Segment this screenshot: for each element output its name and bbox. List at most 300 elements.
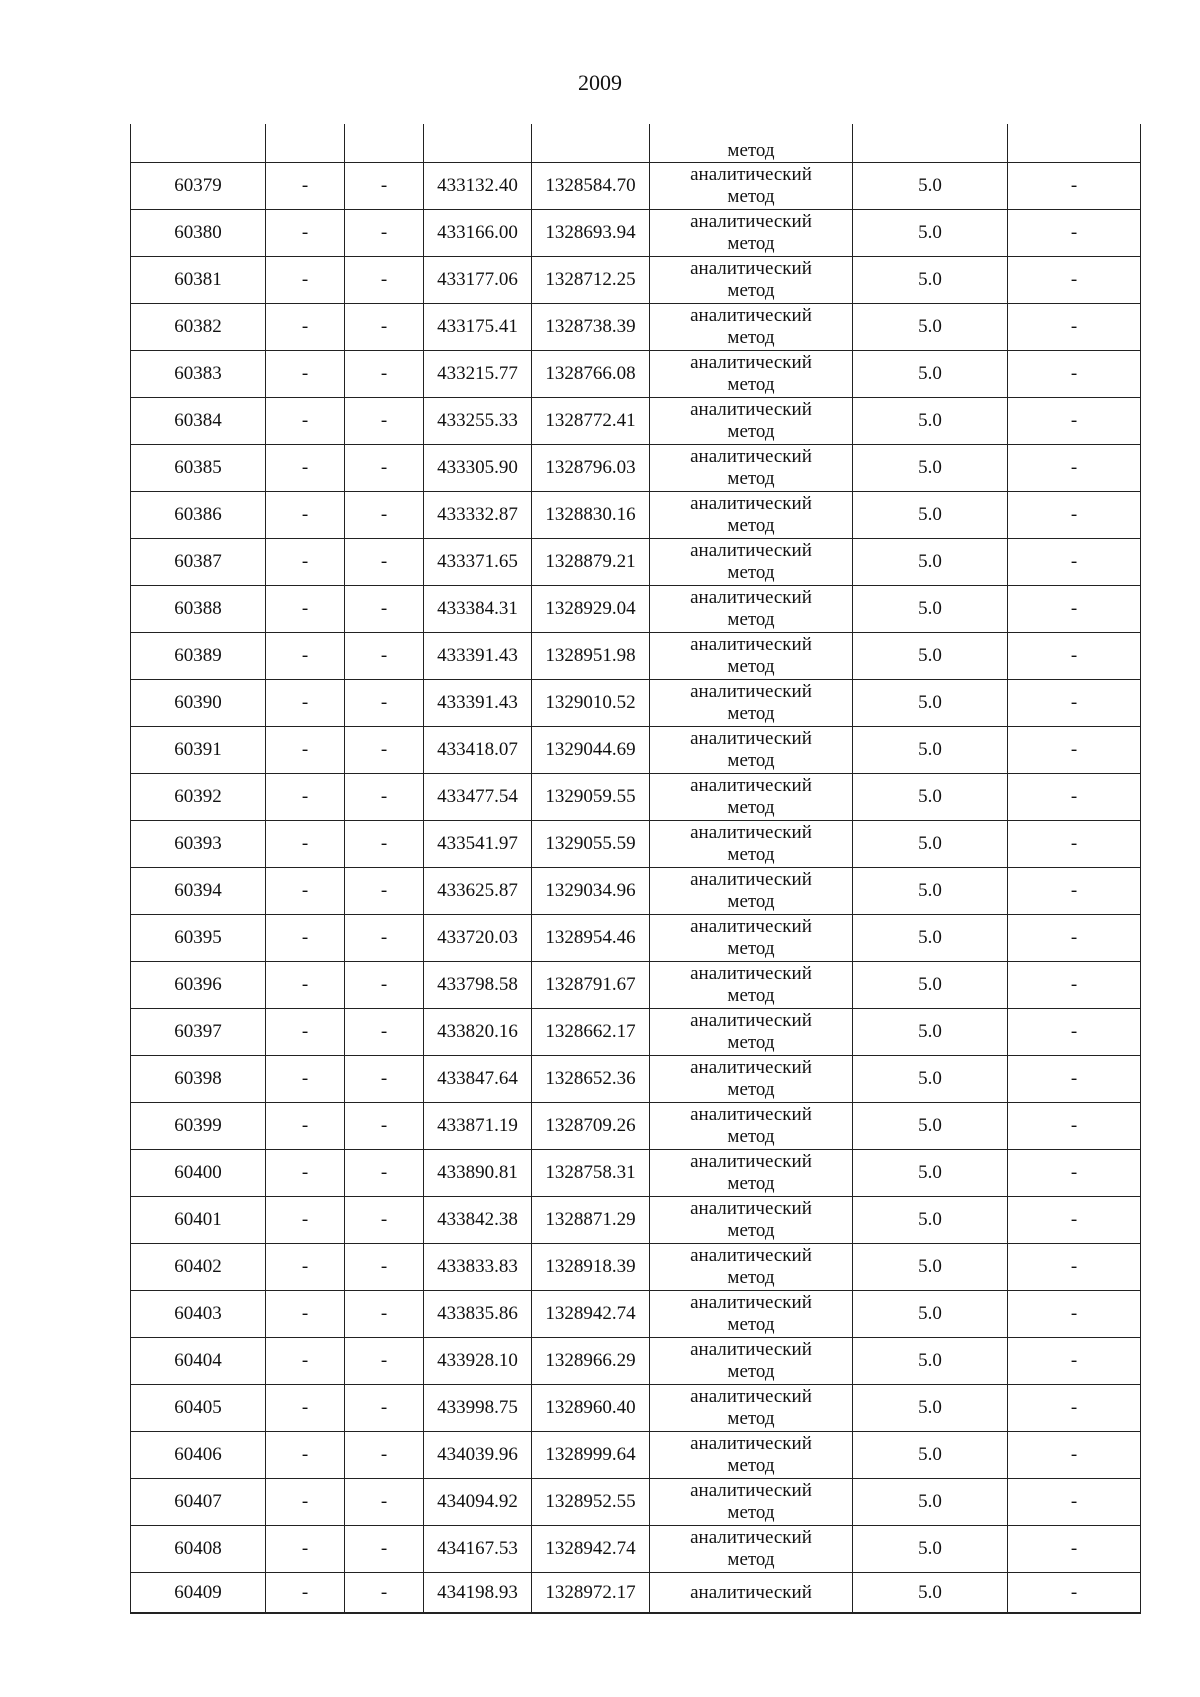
cell-y: 1328662.17 — [532, 1009, 650, 1056]
cell-method — [650, 1197, 853, 1244]
method-line-2: метод — [727, 844, 775, 865]
cell-method — [650, 1150, 853, 1197]
cell-note: - — [1008, 1009, 1141, 1056]
cell-y: 1328738.39 — [532, 304, 650, 351]
cell-note: - — [1008, 633, 1141, 680]
cell-accuracy: 5.0 — [853, 257, 1008, 304]
method-line-2: метод — [727, 562, 775, 583]
method-line-1: аналитический — [690, 1386, 812, 1407]
cell-accuracy: 5.0 — [853, 492, 1008, 539]
method-line-1: аналитический — [690, 352, 812, 373]
cell-accuracy: 5.0 — [853, 1479, 1008, 1526]
cell-col2: - — [266, 445, 345, 492]
cell-note: - — [1008, 304, 1141, 351]
cell-method — [650, 821, 853, 868]
table-row — [131, 210, 1141, 257]
cell-point-id: 60404 — [131, 1338, 266, 1385]
cell-accuracy: 5.0 — [853, 1244, 1008, 1291]
cell-note: - — [1008, 586, 1141, 633]
cell-point-id: 60386 — [131, 492, 266, 539]
cell-accuracy: 5.0 — [853, 868, 1008, 915]
method-line-2: метод — [727, 891, 775, 912]
cell-col2: - — [266, 1291, 345, 1338]
cell-accuracy: 5.0 — [853, 1291, 1008, 1338]
cell-method — [650, 351, 853, 398]
cell-col2: - — [266, 586, 345, 633]
method-line-2: метод — [727, 609, 775, 630]
cell-col3: - — [345, 1103, 424, 1150]
cell-point-id: 60403 — [131, 1291, 266, 1338]
cell-col2: - — [266, 633, 345, 680]
table-row — [131, 539, 1141, 586]
cell-y: 1328584.70 — [532, 163, 650, 210]
table-row — [131, 680, 1141, 727]
cell-note: - — [1008, 1291, 1141, 1338]
cell-col3: - — [345, 1150, 424, 1197]
cell-col3: - — [345, 398, 424, 445]
cell-y: 1328879.21 — [532, 539, 650, 586]
method-line-1: аналитический — [690, 1010, 812, 1031]
cell-y: 1328929.04 — [532, 586, 650, 633]
cell-note: - — [1008, 1526, 1141, 1573]
cell-method — [650, 915, 853, 962]
cell-accuracy: 5.0 — [853, 304, 1008, 351]
table-row — [131, 821, 1141, 868]
cell-x: 433541.97 — [424, 821, 532, 868]
cell-point-id: 60394 — [131, 868, 266, 915]
cell-method — [650, 492, 853, 539]
cell-y: 1328942.74 — [532, 1526, 650, 1573]
cell-accuracy: 5.0 — [853, 1103, 1008, 1150]
cell-y: 1328999.64 — [532, 1432, 650, 1479]
cell-y: 1328796.03 — [532, 445, 650, 492]
cell-note: - — [1008, 821, 1141, 868]
cell-accuracy: 5.0 — [853, 539, 1008, 586]
cell-point-id: 60382 — [131, 304, 266, 351]
cell-note: - — [1008, 398, 1141, 445]
table-row — [131, 1291, 1141, 1338]
cell-point-id: 60397 — [131, 1009, 266, 1056]
cell-x: 433625.87 — [424, 868, 532, 915]
cell-point-id: 60380 — [131, 210, 266, 257]
cell-x: 433371.65 — [424, 539, 532, 586]
cell-x: 433847.64 — [424, 1056, 532, 1103]
cell-x: 433820.16 — [424, 1009, 532, 1056]
cell-x: 433384.31 — [424, 586, 532, 633]
cell-x: 433833.83 — [424, 1244, 532, 1291]
cell-col3: - — [345, 1244, 424, 1291]
method-line-2: метод — [727, 233, 775, 254]
cell-note: - — [1008, 774, 1141, 821]
cell-col2: - — [266, 1432, 345, 1479]
cell-note: - — [1008, 868, 1141, 915]
cell-note: - — [1008, 210, 1141, 257]
cell-y: 1328871.29 — [532, 1197, 650, 1244]
cell-col3: - — [345, 257, 424, 304]
cell-method — [650, 398, 853, 445]
table-row — [131, 962, 1141, 1009]
cell-point-id: 60385 — [131, 445, 266, 492]
cell-x: 434198.93 — [424, 1573, 532, 1614]
cell-note: - — [1008, 1338, 1141, 1385]
method-line-2: метод — [727, 1408, 775, 1429]
cell-col2: - — [266, 962, 345, 1009]
cell-method — [650, 1103, 853, 1150]
cell-point-id: 60392 — [131, 774, 266, 821]
cell-col2: - — [266, 304, 345, 351]
cell-col2: - — [266, 1338, 345, 1385]
cell-point-id: 60398 — [131, 1056, 266, 1103]
method-line-1: аналитический — [690, 1581, 812, 1603]
cell-x: 433332.87 — [424, 492, 532, 539]
cell-col3: - — [345, 680, 424, 727]
cell-col3: - — [345, 727, 424, 774]
cell-col2: - — [266, 1573, 345, 1614]
cell-accuracy: 5.0 — [853, 1056, 1008, 1103]
method-line-1: аналитический — [690, 1527, 812, 1548]
method-line-2: метод — [727, 1314, 775, 1335]
method-line-2: метод — [727, 938, 775, 959]
cell-method — [650, 586, 853, 633]
table-row — [131, 163, 1141, 210]
cell-method — [650, 304, 853, 351]
method-line-2: метод — [727, 1173, 775, 1194]
cell-accuracy: 5.0 — [853, 1009, 1008, 1056]
method-line-1: аналитический — [690, 305, 812, 326]
table-row — [131, 633, 1141, 680]
cell-method — [650, 774, 853, 821]
cell-x: 434094.92 — [424, 1479, 532, 1526]
method-line-2: метод — [727, 1455, 775, 1476]
cell-accuracy: 5.0 — [853, 1432, 1008, 1479]
cell-x: 433835.86 — [424, 1291, 532, 1338]
cell-col2: - — [266, 1526, 345, 1573]
cell-y: 1328960.40 — [532, 1385, 650, 1432]
table-row — [131, 1197, 1141, 1244]
cell-col3: - — [345, 962, 424, 1009]
cell-x: 433391.43 — [424, 633, 532, 680]
cell-note: - — [1008, 680, 1141, 727]
cell-col3 — [345, 124, 424, 163]
cell-method — [650, 1573, 853, 1614]
coordinates-table-body — [131, 124, 1141, 1613]
cell-y — [532, 124, 650, 163]
method-line-2: метод — [727, 1079, 775, 1100]
method-line-2: метод — [727, 1267, 775, 1288]
cell-y: 1328954.46 — [532, 915, 650, 962]
cell-y: 1328830.16 — [532, 492, 650, 539]
cell-col2: - — [266, 539, 345, 586]
cell-x: 433720.03 — [424, 915, 532, 962]
cell-accuracy: 5.0 — [853, 445, 1008, 492]
cell-x: 433928.10 — [424, 1338, 532, 1385]
method-line-1: аналитический — [690, 681, 812, 702]
cell-y: 1328709.26 — [532, 1103, 650, 1150]
cell-method — [650, 1291, 853, 1338]
cell-note: - — [1008, 1150, 1141, 1197]
cell-point-id: 60391 — [131, 727, 266, 774]
cell-col3: - — [345, 445, 424, 492]
cell-col3: - — [345, 774, 424, 821]
method-line-1: аналитический — [690, 1292, 812, 1313]
method-line-2: метод — [727, 280, 775, 301]
table-row — [131, 351, 1141, 398]
cell-method — [650, 1338, 853, 1385]
cell-col3: - — [345, 163, 424, 210]
cell-x: 433477.54 — [424, 774, 532, 821]
cell-note: - — [1008, 1479, 1141, 1526]
cell-accuracy: 5.0 — [853, 351, 1008, 398]
method-line-2: метод — [727, 1361, 775, 1382]
cell-x: 434167.53 — [424, 1526, 532, 1573]
cell-col2: - — [266, 210, 345, 257]
cell-point-id: 60389 — [131, 633, 266, 680]
cell-method — [650, 633, 853, 680]
cell-x: 433998.75 — [424, 1385, 532, 1432]
method-line-1: аналитический — [690, 446, 812, 467]
cell-accuracy: 5.0 — [853, 821, 1008, 868]
cell-accuracy — [853, 124, 1008, 163]
cell-point-id: 60408 — [131, 1526, 266, 1573]
method-line-2: метод — [727, 656, 775, 677]
table-row — [131, 1056, 1141, 1103]
cell-y: 1329055.59 — [532, 821, 650, 868]
cell-note: - — [1008, 915, 1141, 962]
cell-col3: - — [345, 1573, 424, 1614]
cell-accuracy: 5.0 — [853, 163, 1008, 210]
continuation-row — [131, 124, 1141, 163]
method-line-1: аналитический — [690, 1433, 812, 1454]
method-line-1: аналитический — [690, 1245, 812, 1266]
cell-y: 1328758.31 — [532, 1150, 650, 1197]
cell-x: 433890.81 — [424, 1150, 532, 1197]
method-line-1: аналитический — [690, 1198, 812, 1219]
cell-col3: - — [345, 868, 424, 915]
cell-col2: - — [266, 1150, 345, 1197]
cell-col3: - — [345, 1009, 424, 1056]
cell-col2: - — [266, 163, 345, 210]
cell-accuracy: 5.0 — [853, 680, 1008, 727]
cell-method: метод — [650, 124, 853, 163]
cell-accuracy: 5.0 — [853, 774, 1008, 821]
cell-method — [650, 680, 853, 727]
cell-note: - — [1008, 445, 1141, 492]
table-row — [131, 774, 1141, 821]
cell-col3: - — [345, 633, 424, 680]
table-row — [131, 398, 1141, 445]
cell-accuracy: 5.0 — [853, 210, 1008, 257]
method-line-2: метод — [727, 1032, 775, 1053]
cell-col2: - — [266, 1479, 345, 1526]
cell-note — [1008, 124, 1141, 163]
cell-point-id: 60406 — [131, 1432, 266, 1479]
cell-accuracy: 5.0 — [853, 727, 1008, 774]
method-line-1: аналитический — [690, 258, 812, 279]
cell-note: - — [1008, 1385, 1141, 1432]
cell-col2: - — [266, 257, 345, 304]
cell-col2 — [266, 124, 345, 163]
cell-col2: - — [266, 1385, 345, 1432]
cell-point-id: 60395 — [131, 915, 266, 962]
cell-col2: - — [266, 727, 345, 774]
cell-col3: - — [345, 1385, 424, 1432]
cell-y: 1328766.08 — [532, 351, 650, 398]
method-line-1: аналитический — [690, 916, 812, 937]
method-line-1: аналитический — [690, 728, 812, 749]
cell-x: 433255.33 — [424, 398, 532, 445]
table-row — [131, 257, 1141, 304]
cell-col2: - — [266, 1009, 345, 1056]
cell-point-id: 60396 — [131, 962, 266, 1009]
cell-note: - — [1008, 257, 1141, 304]
cell-y: 1329010.52 — [532, 680, 650, 727]
method-line-2: метод — [727, 374, 775, 395]
cell-col3: - — [345, 1197, 424, 1244]
cell-note: - — [1008, 1244, 1141, 1291]
cell-accuracy: 5.0 — [853, 1197, 1008, 1244]
cell-point-id: 60401 — [131, 1197, 266, 1244]
cell-point-id: 60399 — [131, 1103, 266, 1150]
cell-accuracy: 5.0 — [853, 586, 1008, 633]
cell-note: - — [1008, 351, 1141, 398]
cell-y: 1329044.69 — [532, 727, 650, 774]
method-line-1: аналитический — [690, 963, 812, 984]
cell-method — [650, 210, 853, 257]
method-line-1: аналитический — [690, 1480, 812, 1501]
cell-accuracy: 5.0 — [853, 398, 1008, 445]
table-row — [131, 915, 1141, 962]
method-line-1: аналитический — [690, 1104, 812, 1125]
page-number: 2009 — [578, 70, 622, 95]
method-line-1: аналитический — [690, 1151, 812, 1172]
table-row — [131, 1573, 1141, 1614]
cell-method — [650, 962, 853, 1009]
coordinates-table — [130, 124, 1141, 1614]
cell-col2: - — [266, 774, 345, 821]
cell-x: 434039.96 — [424, 1432, 532, 1479]
method-line-2: метод — [727, 515, 775, 536]
cell-accuracy: 5.0 — [853, 1526, 1008, 1573]
cell-point-id: 60383 — [131, 351, 266, 398]
cell-note: - — [1008, 492, 1141, 539]
cell-y: 1328942.74 — [532, 1291, 650, 1338]
method-line-1: аналитический — [690, 587, 812, 608]
method-line-2: метод — [727, 703, 775, 724]
cell-accuracy: 5.0 — [853, 962, 1008, 1009]
cell-col3: - — [345, 1432, 424, 1479]
table-row — [131, 1385, 1141, 1432]
method-line-1: аналитический — [690, 822, 812, 843]
cell-x: 433305.90 — [424, 445, 532, 492]
cell-point-id: 60402 — [131, 1244, 266, 1291]
method-line-2: метод — [727, 750, 775, 771]
method-line-1: аналитический — [690, 399, 812, 420]
cell-point-id: 60384 — [131, 398, 266, 445]
cell-accuracy: 5.0 — [853, 1385, 1008, 1432]
cell-y: 1328972.17 — [532, 1573, 650, 1614]
cell-point-id: 60407 — [131, 1479, 266, 1526]
cell-method — [650, 868, 853, 915]
method-line-1: аналитический — [690, 493, 812, 514]
cell-y: 1328712.25 — [532, 257, 650, 304]
cell-y: 1329034.96 — [532, 868, 650, 915]
cell-col2: - — [266, 351, 345, 398]
table-row — [131, 1009, 1141, 1056]
cell-note: - — [1008, 539, 1141, 586]
table-row — [131, 727, 1141, 774]
cell-method — [650, 1385, 853, 1432]
cell-col3: - — [345, 351, 424, 398]
cell-note: - — [1008, 163, 1141, 210]
cell-col3: - — [345, 915, 424, 962]
cell-point-id: 60381 — [131, 257, 266, 304]
cell-y: 1328772.41 — [532, 398, 650, 445]
table-row — [131, 1103, 1141, 1150]
method-line-2: метод — [727, 327, 775, 348]
cell-col3: - — [345, 1056, 424, 1103]
cell-accuracy: 5.0 — [853, 1150, 1008, 1197]
cell-col3: - — [345, 1526, 424, 1573]
method-line-2: метод — [727, 421, 775, 442]
cell-x: 433175.41 — [424, 304, 532, 351]
cell-note: - — [1008, 1573, 1141, 1614]
cell-accuracy: 5.0 — [853, 1573, 1008, 1614]
cell-point-id: 60390 — [131, 680, 266, 727]
cell-y: 1328966.29 — [532, 1338, 650, 1385]
method-line-2: метод — [727, 1502, 775, 1523]
method-line-1: аналитический — [690, 540, 812, 561]
cell-col2: - — [266, 1244, 345, 1291]
table-row — [131, 868, 1141, 915]
table-row — [131, 1150, 1141, 1197]
cell-col2: - — [266, 915, 345, 962]
method-line-2: метод — [727, 985, 775, 1006]
table-row — [131, 1432, 1141, 1479]
table-row — [131, 492, 1141, 539]
cell-y: 1328951.98 — [532, 633, 650, 680]
cell-method — [650, 1009, 853, 1056]
cell-method — [650, 539, 853, 586]
method-line-1: аналитический — [690, 1057, 812, 1078]
cell-method — [650, 1526, 853, 1573]
cell-y: 1328652.36 — [532, 1056, 650, 1103]
cell-col2: - — [266, 821, 345, 868]
method-line-2: метод — [727, 1549, 775, 1570]
cell-col3: - — [345, 539, 424, 586]
method-line-2: метод — [727, 1220, 775, 1241]
cell-point-id: 60387 — [131, 539, 266, 586]
cell-col3: - — [345, 304, 424, 351]
cell-note: - — [1008, 962, 1141, 1009]
cell-accuracy: 5.0 — [853, 1338, 1008, 1385]
cell-x: 433132.40 — [424, 163, 532, 210]
cell-accuracy: 5.0 — [853, 915, 1008, 962]
cell-y: 1328791.67 — [532, 962, 650, 1009]
method-line-1: аналитический — [690, 164, 812, 185]
method-line-1: аналитический — [690, 1339, 812, 1360]
table-row — [131, 1526, 1141, 1573]
cell-point-id: 60409 — [131, 1573, 266, 1614]
cell-point-id: 60388 — [131, 586, 266, 633]
cell-y: 1328952.55 — [532, 1479, 650, 1526]
cell-col2: - — [266, 1197, 345, 1244]
cell-x — [424, 124, 532, 163]
cell-col3: - — [345, 1338, 424, 1385]
cell-method — [650, 1479, 853, 1526]
cell-col3: - — [345, 492, 424, 539]
cell-method — [650, 1244, 853, 1291]
cell-point-id: 60400 — [131, 1150, 266, 1197]
